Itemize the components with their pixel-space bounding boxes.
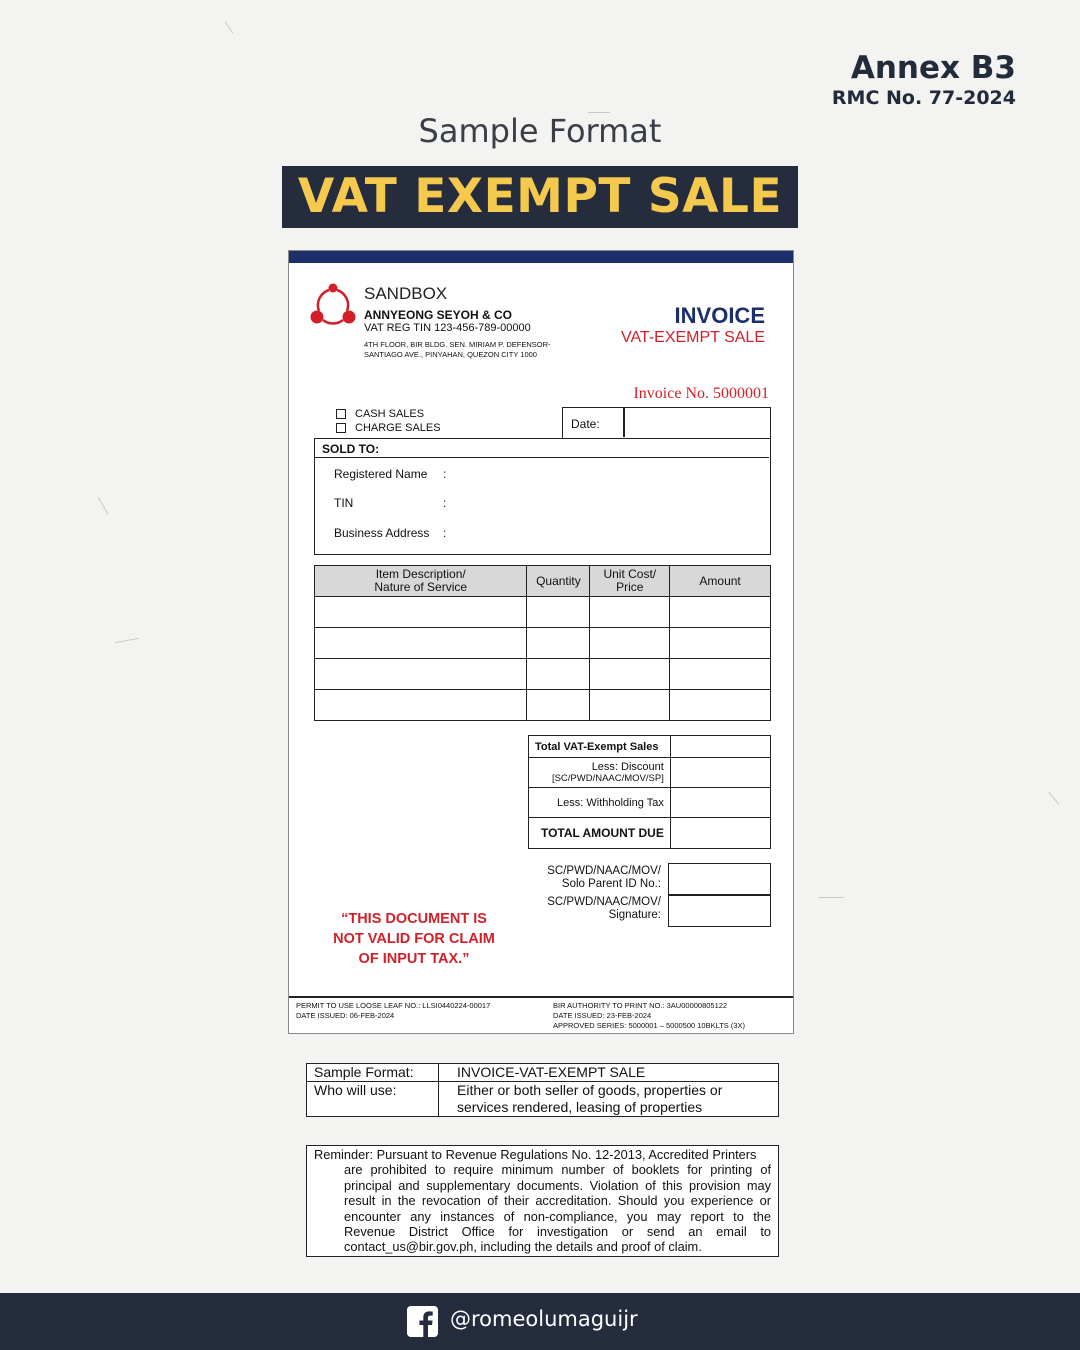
table-cell[interactable]: [527, 597, 590, 628]
bir-line-3: APPROVED SERIES: 5000001 – 5000500 10BKLTS (3X): [553, 1021, 746, 1030]
sold-to-section: [314, 438, 771, 555]
table-cell[interactable]: [670, 690, 771, 721]
table-cell[interactable]: [590, 659, 670, 690]
permit-line-1: PERMIT TO USE LOOSE LEAF NO.: LLSI0440224-00017: [296, 1001, 491, 1010]
table-cell[interactable]: [527, 690, 590, 721]
id-number-field[interactable]: [668, 863, 771, 896]
warning-line-1: “THIS DOCUMENT IS: [341, 911, 487, 927]
totals-table: [528, 735, 771, 849]
withholding-row: [529, 788, 771, 818]
invoice-subtitle: VAT-EXEMPT SALE: [620, 329, 765, 346]
bir-authority-info: [553, 1001, 745, 1031]
table-cell[interactable]: [315, 659, 527, 690]
vat-reg-tin: VAT REG TIN 123-456-789-00000: [364, 322, 531, 334]
warning-line-2: NOT VALID FOR CLAIM: [333, 931, 495, 947]
total-vat-exempt-row: [529, 736, 771, 758]
bir-line-2: DATE ISSUED: 23-FEB-2024: [553, 1011, 652, 1020]
item-header-line-2: Nature of Service: [374, 580, 468, 594]
annex-title: Annex B3: [850, 50, 1016, 86]
sample-format-key: Sample Format:: [307, 1064, 439, 1082]
who-will-use-line-2: services rendered, leasing of properties: [457, 1099, 703, 1115]
table-cell[interactable]: [590, 690, 670, 721]
address-line-2: SANTIAGO AVE., PINYAHAN, QUEZON CITY 1000: [364, 350, 537, 359]
quantity-header: Quantity: [527, 566, 590, 597]
reminder-note: [306, 1145, 779, 1257]
id-number-label-line-1: SC/PWD/NAAC/MOV/: [547, 865, 661, 877]
bir-line-1: BIR AUTHORITY TO PRINT NO.: 3AU00000805122: [553, 1001, 728, 1010]
registered-name-label: Registered Name: [334, 467, 428, 481]
sample-info-table: [306, 1063, 779, 1117]
signature-field[interactable]: [668, 894, 771, 927]
company-name: ANNYEONG SEYOH & CO: [364, 308, 513, 322]
company-address: [364, 340, 584, 360]
facebook-icon[interactable]: [407, 1306, 438, 1337]
invoice-title: INVOICE: [674, 303, 765, 328]
reminder-body: are prohibited to require minimum number of booklets for printing of principal and supplementary documents. Violation of this provision may result in the revocation of their accreditation. Should you experience or encounter any instances of non-compliance, you may report to the Revenue District Office for investigation or send an email to contact_us@bir.gov.ph, including the details and proof of claim.: [344, 1162, 771, 1255]
sample-format-row: [307, 1064, 779, 1082]
table-row: [315, 597, 771, 628]
discount-label: [529, 758, 671, 788]
input-tax-warning: [309, 909, 519, 969]
total-due-value[interactable]: [670, 818, 770, 849]
company-logo-icon: [309, 281, 357, 329]
who-will-use-key: Who will use:: [307, 1082, 439, 1117]
warning-line-3: OF INPUT TAX.”: [358, 951, 470, 967]
table-row: [315, 659, 771, 690]
table-cell[interactable]: [590, 597, 670, 628]
who-will-use-value: [439, 1082, 779, 1117]
table-cell[interactable]: [670, 597, 771, 628]
brand-name: SANDBOX: [364, 284, 448, 303]
withholding-label: Less: Withholding Tax: [529, 788, 671, 818]
invoice-top-bar: [289, 251, 793, 263]
items-header-row: [315, 566, 771, 597]
total-vat-exempt-label: Total VAT-Exempt Sales: [529, 736, 671, 758]
items-table: [314, 565, 771, 721]
signature-label: [521, 896, 661, 922]
permit-info: [296, 1001, 490, 1021]
table-cell[interactable]: [670, 628, 771, 659]
tin-colon: :: [443, 496, 447, 510]
table-cell[interactable]: [315, 597, 527, 628]
annex-label: [832, 50, 1016, 110]
discount-label-line-1: Less: Discount: [591, 760, 664, 773]
tin-label: TIN: [334, 496, 354, 510]
sample-format-value: INVOICE-VAT-EXEMPT SALE: [439, 1064, 779, 1082]
sold-to-heading: SOLD TO:: [315, 439, 769, 458]
reminder-first-line: Reminder: Pursuant to Revenue Regulations No. 12-2013, Accredited Printers: [314, 1147, 757, 1162]
item-header-line-1: Item Description/: [375, 567, 466, 581]
table-row: [315, 628, 771, 659]
permit-line-2: DATE ISSUED: 06-FEB-2024: [296, 1011, 395, 1020]
unit-cost-header: [590, 566, 670, 597]
table-row: [315, 690, 771, 721]
who-will-use-line-1: Either or both seller of goods, properties or: [457, 1082, 723, 1098]
table-cell[interactable]: [670, 659, 771, 690]
table-cell[interactable]: [527, 659, 590, 690]
amount-header: Amount: [670, 566, 771, 597]
id-number-label: [521, 865, 661, 891]
discount-row: [529, 758, 771, 788]
date-divider: [623, 408, 625, 437]
signature-label-line-1: SC/PWD/NAAC/MOV/: [547, 896, 661, 908]
invoice-footer-divider: [289, 996, 793, 998]
registered-name-colon: :: [443, 467, 447, 481]
date-field[interactable]: [562, 407, 771, 439]
business-address-label: Business Address: [334, 526, 430, 540]
who-will-use-row: [307, 1082, 779, 1117]
table-cell[interactable]: [527, 628, 590, 659]
unit-header-line-2: Price: [616, 580, 644, 594]
table-cell[interactable]: [315, 690, 527, 721]
discount-value[interactable]: [670, 758, 770, 788]
unit-header-line-1: Unit Cost/: [603, 567, 657, 581]
total-vat-exempt-value[interactable]: [670, 736, 770, 758]
total-due-row: [529, 818, 771, 849]
table-cell[interactable]: [315, 628, 527, 659]
cash-sales-label: CASH SALES: [355, 408, 425, 420]
cash-sales-checkbox[interactable]: [336, 409, 346, 419]
charge-sales-checkbox[interactable]: [336, 423, 346, 433]
table-cell[interactable]: [590, 628, 670, 659]
invoice-sheet: [288, 250, 794, 1034]
id-number-label-line-2: Solo Parent ID No.:: [561, 878, 661, 890]
charge-sales-label: CHARGE SALES: [355, 422, 441, 434]
annex-subtitle: RMC No. 77-2024: [831, 87, 1016, 109]
total-due-label: TOTAL AMOUNT DUE: [529, 818, 671, 849]
title-banner: VAT EXEMPT SALE: [282, 166, 798, 228]
signature-label-line-2: Signature:: [608, 909, 661, 921]
discount-label-line-2: [SC/PWD/NAAC/MOV/SP]: [551, 772, 664, 784]
withholding-value[interactable]: [670, 788, 770, 818]
address-line-1: 4TH FLOOR, BIR BLDG. SEN. MIRIAM P. DEFENSOR-: [364, 340, 551, 349]
invoice-number: Invoice No. 5000001: [633, 385, 769, 402]
date-label: Date:: [571, 417, 600, 431]
social-handle[interactable]: @romeolumaguijr: [450, 1307, 638, 1331]
business-address-colon: :: [443, 526, 447, 540]
item-description-header: [315, 566, 527, 597]
sample-format-heading: Sample Format: [418, 112, 662, 150]
